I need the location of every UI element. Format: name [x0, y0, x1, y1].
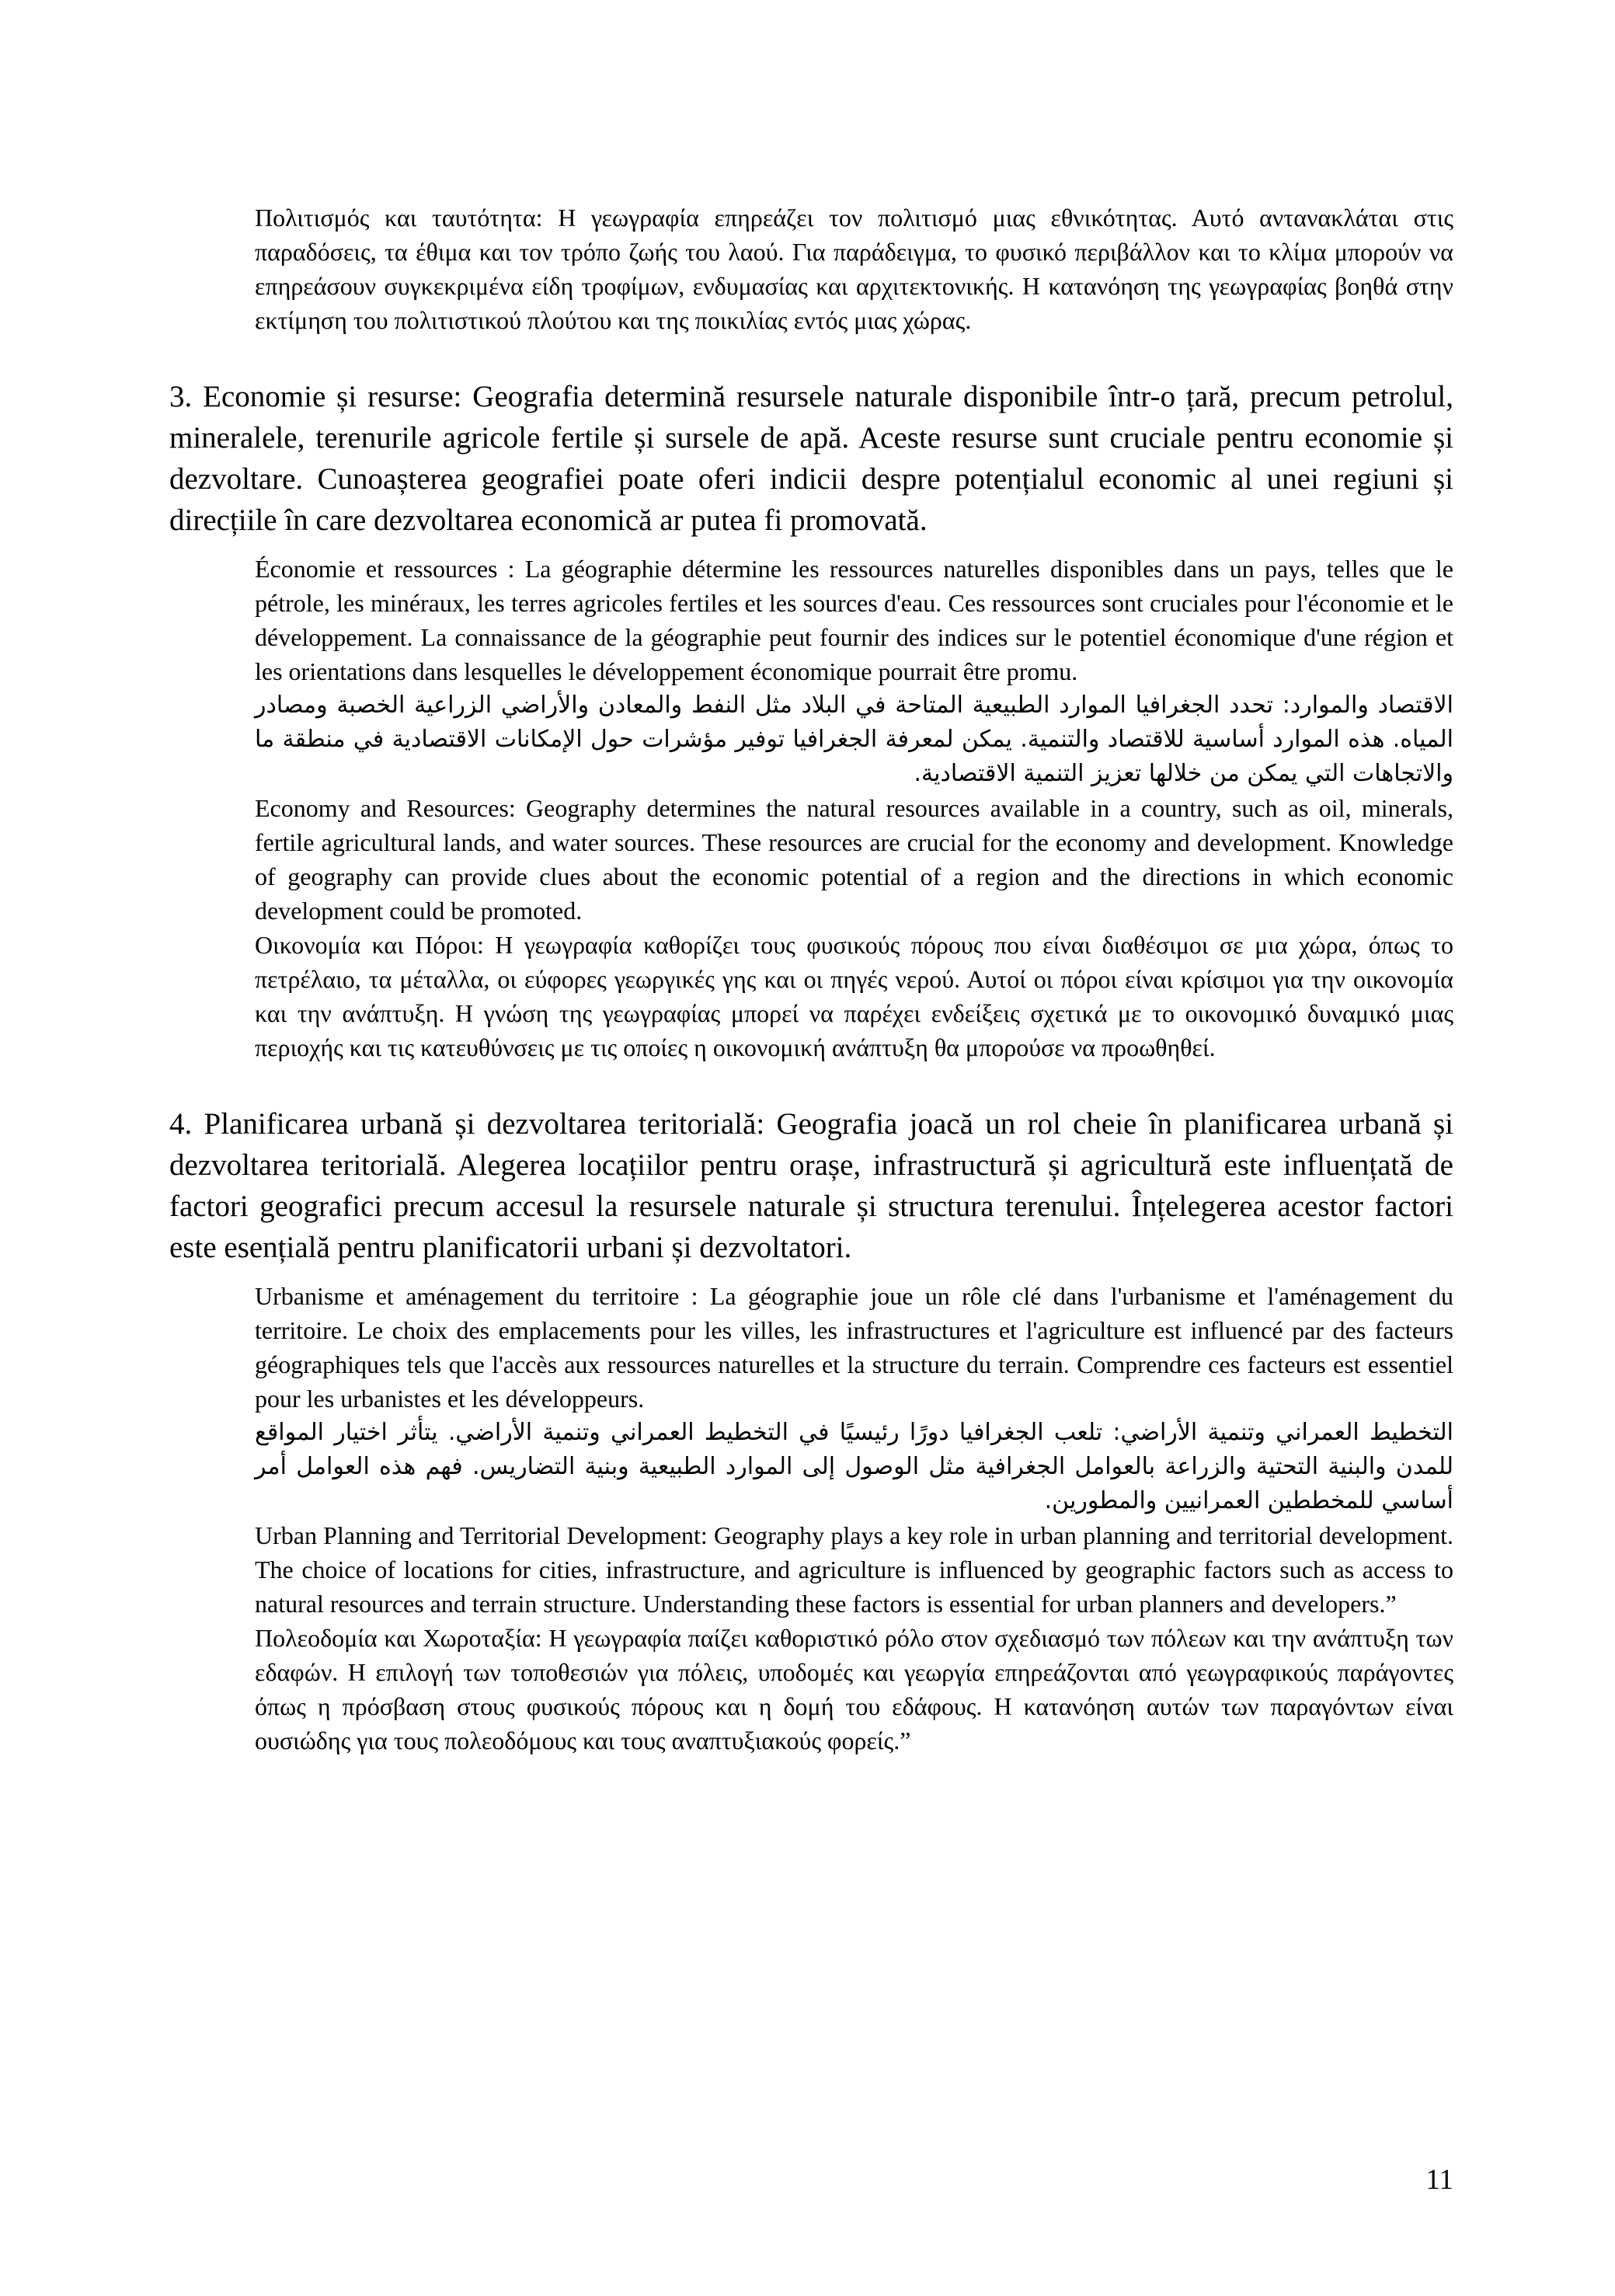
paragraph-urban-planning-french: Urbanisme et aménagement du territoire : La géographie joue un rôle clé dans l'urbanisme et l'aménagement du territoire. Le choix des emplacements pour les villes, les infrastructures et l'agriculture est influencé par des facteurs géographiques tels que l'accès aux ressources naturelles et la structure du terrain. Comprendre ces facteurs est essentiel pour les urbanistes et les développeurs.: [255, 1282, 1453, 1413]
paragraph-economy-arabic: الاقتصاد والموارد: تحدد الجغرافيا الموارد الطبيعية المتاحة في البلاد مثل النفط والمعادن والأراضي الزراعية الخصبة ومصادر المياه. هذه الموارد أساسية للاقتصاد والتنمية. يمكن لمعرفة الجغرافيا توفير مؤشرات حول الإمكانات الاقتصادية في منطقة ما والاتجاهات التي يمكن من خلالها تعزيز التنمية الاقتصادية.: [255, 692, 1453, 787]
paragraph-urban-planning-greek: Πολεοδομία και Χωροταξία: Η γεωγραφία παίζει καθοριστικό ρόλο στον σχεδιασμό των πόλεων και την ανάπτυξη των εδαφών. Η επιλογή των τοποθεσιών για πόλεις, υποδομές και γεωργία επηρεάζονται από γεωγραφικούς παράγοντες όπως η πρόσβαση στους φυσικούς πόρους και η δομή του εδάφους. Η κατανόηση αυτών των παραγόντων είναι ουσιώδης για τους πολεοδόμους και τους αναπτυξιακούς φορείς.”: [255, 1624, 1453, 1754]
paragraph-urban-planning-arabic: التخطيط العمراني وتنمية الأراضي: تلعب الجغرافيا دورًا رئيسيًا في التخطيط العمراني وتنمية الأراضي. يتأثر اختيار المواقع للمدن والبنية التحتية والزراعة بالعوامل الجغرافية مثل الوصول إلى الموارد الطبيعية وبنية التضاريس. فهم هذه العوامل أمر أساسي للمخططين العمرانيين والمطورين.: [255, 1419, 1453, 1514]
paragraph-economy-english: Economy and Resources: Geography determines the natural resources available in a country, such as oil, minerals, fertile agricultural lands, and water sources. These resources are crucial for the economy and development. Knowledge of geography can provide clues about the economic potential of a region and the directions in which economic development could be promoted.: [255, 794, 1453, 925]
page-number: 11: [1425, 2164, 1453, 2196]
section-4-urban-planning-heading: 4. Planificarea urbană și dezvoltarea teritorială: Geografia joacă un rol cheie în planificarea urbană și dezvoltarea teritorială. Alegerea locațiilor pentru orașe, infrastructură și agricultură este influențată de factori geografici precum accesul la resursele naturale și structura terenului. Înțelegerea acestor factori este esențială pentru planificatorii urbani și dezvoltatori.: [169, 1107, 1453, 1264]
paragraph-economy-french: Économie et ressources : La géographie détermine les ressources naturelles disponibles dans un pays, telles que le pétrole, les minéraux, les terres agricoles fertiles et les sources d'eau. Ces ressources sont cruciales pour l'économie et le développement. La connaissance de la géographie peut fournir des indices sur le potentiel économique d'une région et les orientations dans lesquelles le développement économique pourrait être promu.: [255, 555, 1453, 685]
section-3-economy-resources-heading: 3. Economie și resurse: Geografia determină resursele naturale disponibile într-o țară, precum petrolul, mineralele, terenurile agricole fertile și sursele de apă. Aceste resurse sunt cruciale pentru economie și dezvoltare. Cunoașterea geografiei poate oferi indicii despre potențialul economic al unei regiuni și direcțiile în care dezvoltarea economică ar putea fi promovată.: [169, 380, 1453, 537]
paragraph-culture-identity-greek: Πολιτισμός και ταυτότητα: Η γεωγραφία επηρεάζει τον πολιτισμό μιας εθνικότητας. Αυτό αντανακλάται στις παραδόσεις, τα έθιμα και τον τρόπο ζωής του λαού. Για παράδειγμα, το φυσικό περιβάλλον και το κλίμα μπορούν να επηρεάσουν συγκεκριμένα είδη τροφίμων, ενδυμασίας και αρχιτεκτονικής. Η κατανόηση της γεωγραφίας βοηθά στην εκτίμηση του πολιτιστικού πλούτου και της ποικιλίας εντός μιας χώρας.: [255, 204, 1453, 334]
paragraph-urban-planning-english: Urban Planning and Territorial Development: Geography plays a key role in urban planning and territorial development. The choice of locations for cities, infrastructure, and agriculture is influenced by geographic factors such as access to natural resources and terrain structure. Understanding these factors is essential for urban planners and developers.”: [255, 1521, 1453, 1618]
paragraph-economy-greek: Οικονομία και Πόροι: Η γεωγραφία καθορίζει τους φυσικούς πόρους που είναι διαθέσιμοι σε μια χώρα, όπως το πετρέλαιο, τα μέταλλα, οι εύφορες γεωργικές γης και οι πηγές νερού. Αυτοί οι πόροι είναι κρίσιμοι για την οικονομία και την ανάπτυξη. Η γνώση της γεωγραφίας μπορεί να παρέχει ενδείξεις σχετικά με το οικονομικό δυναμικό μιας περιοχής και τις κατευθύνσεις με τις οποίες η οικονομική ανάπτυξη θα μπορούσε να προωθηθεί.: [255, 931, 1453, 1061]
